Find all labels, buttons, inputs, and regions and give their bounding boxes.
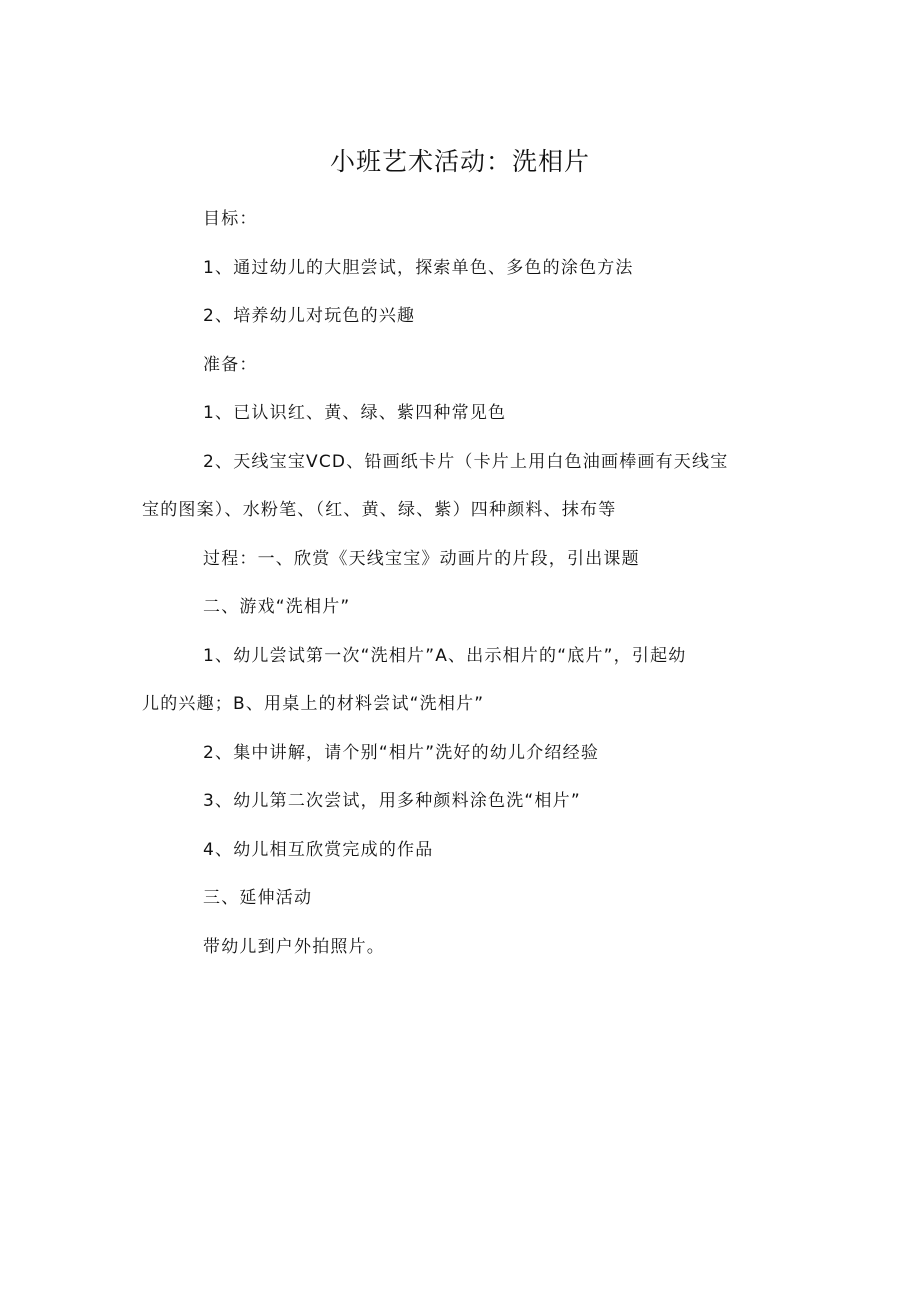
preparation-item-1: 1、已认识红、黄、绿、紫四种常见色 bbox=[203, 403, 507, 423]
process-step-1: 过程：一、欣赏《天线宝宝》动画片的片段，引出课题 bbox=[203, 549, 640, 569]
process-step-2-item-1-line-2: 儿的兴趣；B、用桌上的材料尝试“洗相片” bbox=[142, 694, 485, 714]
document-title: 小班艺术活动：洗相片 bbox=[329, 147, 590, 176]
goal-item-1: 1、通过幼儿的大胆尝试，探索单色、多色的涂色方法 bbox=[203, 258, 634, 278]
process-step-2-item-4: 4、幼儿相互欣赏完成的作品 bbox=[203, 840, 434, 860]
goal-item-2: 2、培养幼儿对玩色的兴趣 bbox=[203, 306, 416, 326]
process-step-2-heading: 二、游戏“洗相片” bbox=[203, 597, 351, 617]
section-heading-preparation: 准备： bbox=[203, 355, 258, 375]
preparation-item-2-line-2: 宝的图案）、水粉笔、（红、黄、绿、紫）四种颜料、抹布等 bbox=[142, 500, 617, 520]
preparation-item-2-line-1: 2、天线宝宝VCD、铅画纸卡片（卡片上用白色油画棒画有天线宝 bbox=[203, 452, 729, 472]
section-heading-goals: 目标： bbox=[203, 209, 258, 229]
process-step-2-item-1-line-1: 1、幼儿尝试第一次“洗相片”A、出示相片的“底片”，引起幼 bbox=[203, 646, 687, 666]
process-step-3-heading: 三、延伸活动 bbox=[203, 888, 313, 908]
process-step-2-item-2: 2、集中讲解，请个别“相片”洗好的幼儿介绍经验 bbox=[203, 743, 600, 763]
extension-activity: 带幼儿到户外拍照片。 bbox=[203, 937, 385, 957]
process-step-2-item-3: 3、幼儿第二次尝试，用多种颜料涂色洗“相片” bbox=[203, 791, 581, 811]
